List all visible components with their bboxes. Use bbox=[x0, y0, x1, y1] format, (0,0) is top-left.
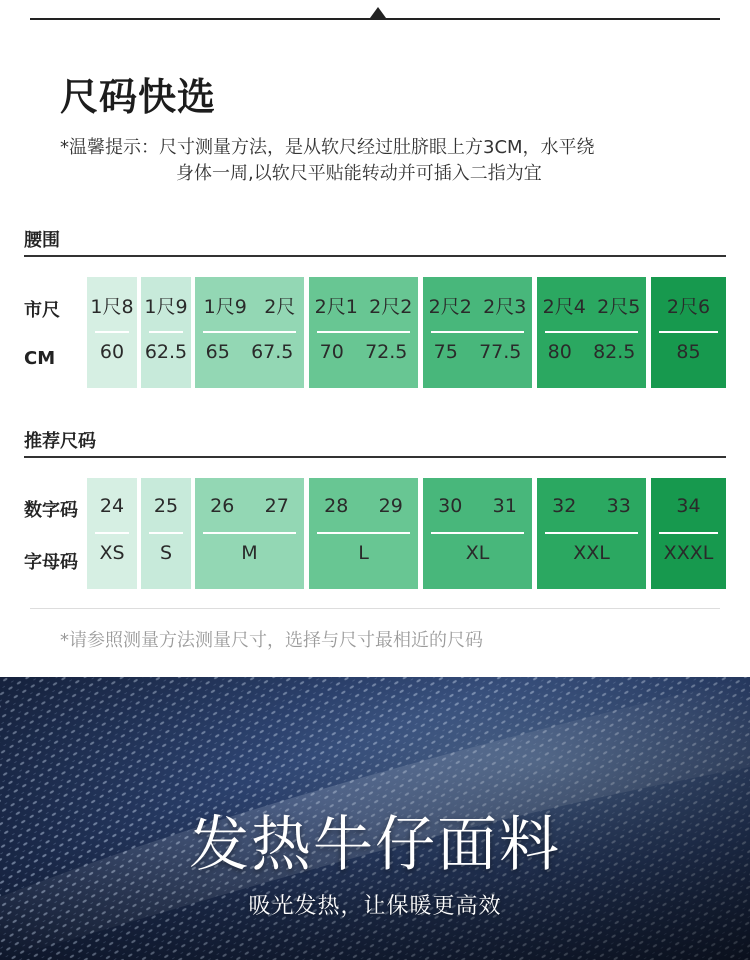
recommend-column-1 bbox=[87, 478, 137, 589]
recommend-bottom-values bbox=[423, 538, 532, 568]
waist-bottom-value: 60 bbox=[99, 341, 125, 363]
waist-top-values bbox=[537, 289, 646, 321]
waist-section-divider bbox=[24, 255, 726, 257]
recommend-bottom-value: S bbox=[159, 542, 173, 564]
waist-top-value: 1尺9 bbox=[203, 295, 247, 318]
denim-banner bbox=[0, 677, 750, 960]
waist-top-value: 2尺5 bbox=[597, 295, 641, 318]
waist-column-6 bbox=[537, 277, 646, 388]
cell-divider bbox=[203, 532, 296, 534]
recommend-top-value: 31 bbox=[492, 495, 517, 517]
recommend-row1-label: 数字码 bbox=[24, 500, 78, 521]
page-title: 尺码快选 bbox=[60, 75, 217, 119]
recommend-column-2 bbox=[141, 478, 191, 589]
recommend-top-value: 27 bbox=[264, 495, 289, 517]
cell-divider bbox=[149, 331, 183, 333]
recommend-bottom-value: L bbox=[358, 542, 369, 564]
waist-row1-label: 市尺 bbox=[24, 300, 60, 321]
cell-divider bbox=[545, 532, 638, 534]
cell-divider bbox=[317, 532, 410, 534]
banner-title: 发热牛仔面料 bbox=[189, 810, 561, 880]
cell-divider bbox=[545, 331, 638, 333]
waist-top-value: 2尺3 bbox=[483, 295, 527, 318]
cell-divider bbox=[659, 331, 718, 333]
recommend-top-value: 25 bbox=[153, 495, 179, 517]
waist-bottom-value: 62.5 bbox=[144, 341, 188, 363]
recommend-top-value: 32 bbox=[552, 495, 577, 517]
waist-top-values bbox=[87, 289, 137, 321]
waist-top-value: 2尺1 bbox=[314, 295, 358, 318]
waist-bottom-values bbox=[195, 337, 304, 367]
recommend-row2-label: 字母码 bbox=[24, 552, 78, 573]
cell-divider bbox=[95, 331, 129, 333]
waist-column-5 bbox=[423, 277, 532, 388]
bottom-divider bbox=[30, 608, 720, 609]
recommend-bottom-value: XL bbox=[465, 542, 490, 564]
recommend-top-values bbox=[423, 490, 532, 522]
cell-divider bbox=[95, 532, 129, 534]
waist-bottom-value: 70 bbox=[319, 341, 344, 363]
waist-top-value: 2尺4 bbox=[542, 295, 586, 318]
waist-bottom-values bbox=[423, 337, 532, 367]
recommend-section-label: 推荐尺码 bbox=[24, 431, 96, 452]
waist-bottom-value: 77.5 bbox=[479, 341, 522, 363]
waist-top-value: 2尺2 bbox=[428, 295, 472, 318]
waist-column-7 bbox=[651, 277, 726, 388]
waist-top-values bbox=[651, 289, 726, 321]
waist-bottom-values bbox=[87, 337, 137, 367]
cell-divider bbox=[431, 532, 524, 534]
banner-subtitle: 吸光发热，让保暖更高效 bbox=[248, 894, 502, 919]
waist-column-4 bbox=[309, 277, 418, 388]
waist-top-value: 2尺 bbox=[264, 295, 296, 318]
recommend-bottom-values bbox=[309, 538, 418, 568]
waist-bottom-value: 72.5 bbox=[365, 341, 408, 363]
recommend-top-value: 24 bbox=[99, 495, 125, 517]
recommend-bottom-value: M bbox=[241, 542, 258, 564]
recommend-bottom-value: XXL bbox=[573, 542, 610, 564]
recommend-bottom-values bbox=[195, 538, 304, 568]
waist-top-value: 1尺9 bbox=[144, 295, 188, 318]
waist-top-values bbox=[141, 289, 191, 321]
recommend-section-divider bbox=[24, 456, 726, 458]
waist-bottom-values bbox=[651, 337, 726, 367]
waist-section-label: 腰围 bbox=[24, 230, 60, 251]
recommend-top-values bbox=[141, 490, 191, 522]
waist-column-1 bbox=[87, 277, 137, 388]
recommend-top-value: 34 bbox=[676, 495, 701, 517]
recommend-top-values bbox=[87, 490, 137, 522]
recommend-column-4 bbox=[309, 478, 418, 589]
waist-top-value: 2尺6 bbox=[666, 295, 711, 318]
triangle-marker-icon bbox=[370, 7, 386, 18]
cell-divider bbox=[203, 331, 296, 333]
recommend-top-values bbox=[537, 490, 646, 522]
waist-top-values bbox=[195, 289, 304, 321]
recommend-bottom-values bbox=[537, 538, 646, 568]
recommend-bottom-value: XS bbox=[99, 542, 125, 564]
cell-divider bbox=[317, 331, 410, 333]
recommend-top-values bbox=[651, 490, 726, 522]
waist-row2-label: CM bbox=[24, 348, 56, 369]
cell-divider bbox=[149, 532, 183, 534]
waist-bottom-value: 80 bbox=[547, 341, 572, 363]
recommend-bottom-values bbox=[141, 538, 191, 568]
tip-line-2: 身体一周,以软尺平贴能转动并可插入二指为宜 bbox=[176, 163, 542, 184]
recommend-top-value: 33 bbox=[606, 495, 631, 517]
recommend-top-value: 26 bbox=[210, 495, 235, 517]
top-divider bbox=[30, 18, 720, 20]
measurement-note: *请参照测量方法测量尺寸，选择与尺寸最相近的尺码 bbox=[60, 630, 483, 651]
recommend-column-6 bbox=[537, 478, 646, 589]
recommend-top-value: 29 bbox=[378, 495, 403, 517]
waist-bottom-values bbox=[309, 337, 418, 367]
waist-column-3 bbox=[195, 277, 304, 388]
recommend-top-values bbox=[309, 490, 418, 522]
waist-bottom-value: 82.5 bbox=[593, 341, 636, 363]
recommend-top-values bbox=[195, 490, 304, 522]
recommend-column-3 bbox=[195, 478, 304, 589]
recommend-bottom-values bbox=[651, 538, 726, 568]
cell-divider bbox=[659, 532, 718, 534]
recommend-bottom-values bbox=[87, 538, 137, 568]
waist-bottom-value: 65 bbox=[205, 341, 230, 363]
recommend-column-5 bbox=[423, 478, 532, 589]
waist-column-2 bbox=[141, 277, 191, 388]
waist-bottom-values bbox=[537, 337, 646, 367]
measurement-tip bbox=[60, 135, 720, 187]
waist-bottom-values bbox=[141, 337, 191, 367]
cell-divider bbox=[431, 331, 524, 333]
recommend-top-value: 28 bbox=[324, 495, 349, 517]
waist-bottom-value: 75 bbox=[433, 341, 458, 363]
waist-bottom-value: 85 bbox=[676, 341, 701, 363]
waist-top-values bbox=[309, 289, 418, 321]
recommend-bottom-value: XXXL bbox=[663, 542, 714, 564]
waist-top-value: 1尺8 bbox=[90, 295, 134, 318]
recommend-top-value: 30 bbox=[438, 495, 463, 517]
waist-top-value: 2尺2 bbox=[369, 295, 413, 318]
tip-line-1: *温馨提示：尺寸测量方法，是从软尺经过肚脐眼上方3CM，水平绕 bbox=[60, 137, 595, 158]
waist-bottom-value: 67.5 bbox=[251, 341, 294, 363]
waist-top-values bbox=[423, 289, 532, 321]
recommend-column-7 bbox=[651, 478, 726, 589]
